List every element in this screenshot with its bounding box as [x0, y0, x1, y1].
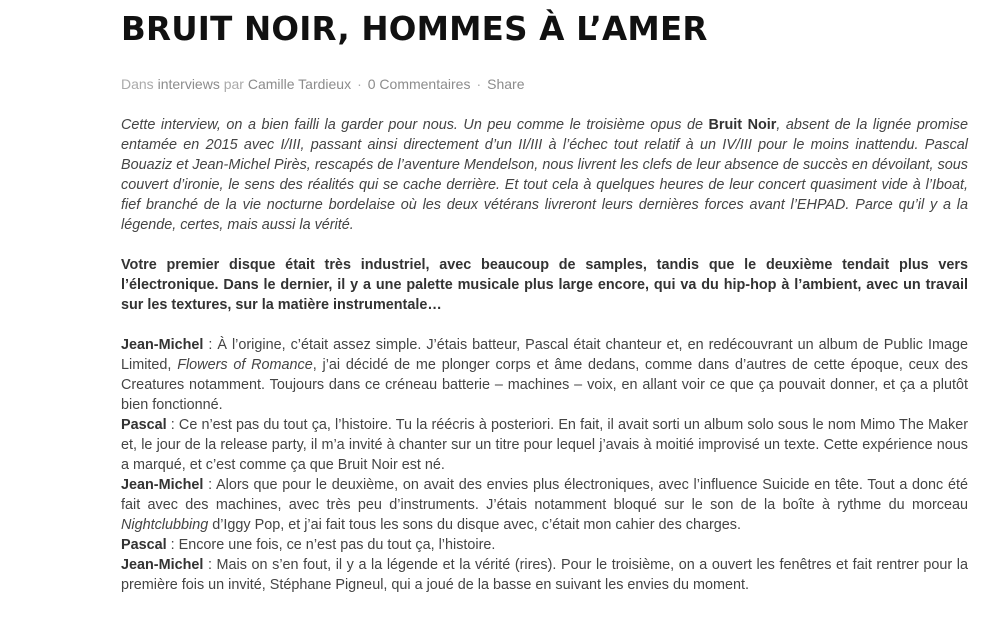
song-title: Nightclubbing	[121, 517, 209, 533]
share-link[interactable]: Share	[487, 76, 525, 92]
post-meta	[121, 76, 524, 92]
answer-paragraph: Jean-Michel : Mais on s’en fout, il y a la légende et la vérité (rires). Pour le troisième, on a ouvert les fenêtres et fait rentrer pour la première fois un invité, Stéphane Pigneul, qui a joué de la basse en suivant les envies du moment.	[121, 557, 968, 593]
meta-in-label: Dans	[121, 76, 154, 92]
band-name: Bruit Noir	[708, 117, 777, 133]
album-title: Flowers of Romance	[177, 357, 313, 373]
meta-by-label: par	[223, 76, 244, 92]
answer-paragraph: Jean-Michel : Alors que pour le deuxième, on avait des envies plus électroniques, avec l’influence Suicide en tête. Tout a donc été fait avec des machines, avec très peu d’instruments. J’étais notamment bloqué sur le son de la boîte à rythme du morceau Nightclubbing d’Iggy Pop, et j’ai fait tous les sons du disque avec, c’était mon cahier des charges.	[121, 477, 968, 533]
meta-separator: ·	[357, 76, 362, 92]
speaker-name: Jean-Michel	[121, 337, 204, 353]
answer-paragraph: Jean-Michel : À l’origine, c’était assez simple. J’étais batteur, Pascal était chanteur et, en redécouvrant un album de Public Image Limited, Flowers of Romance, j’ai décidé de me plonger corps et âme dedans, comme dans d’autres de cette époque, ceux des Creatures notamment. Toujours dans ce créneau batterie – machines – voix, en allant voir ce que ça pouvait donner, et ça a plutôt bien fonctionné.	[121, 337, 969, 413]
speaker-name: Jean-Michel	[121, 477, 204, 493]
answer-paragraph: Pascal : Ce n’est pas du tout ça, l’histoire. Tu la réécris à posteriori. En fait, il avait sorti un album solo sous le nom Mimo The Maker et, le jour de la release party, il m’a invité à chanter sur un titre pour lequel j’avais à moitié improvisé un texte. Cette expérience nous a marqué, et c’est comme ça que Bruit Noir est né.	[121, 417, 968, 473]
intro-paragraph: Cette interview, on a bien failli la garder pour nous. Un peu comme le troisième opus de Bruit Noir, absent de la lignée promise entamée en 2015 avec I/III, passant ainsi directement d’un II/III à l’échec tout relatif à un IV/III pour le moins inattendu. Pascal Bouaziz et Jean-Michel Pirès, rescapés de l’aventure Mendelson, nous livrent les clefs de leur absence de succès en dévoilant, sous couvert d’ironie, le sens des réalités qui se cache derrière. Et tout cela à quelques heures de leur concert quasiment vide à l’Iboat, fief branché de la vie nocturne bordelaise où les deux vétérans livreront leurs dernières forces avant l’EHPAD. Parce qu’il y a la légende, certes, mais aussi la vérité.	[121, 117, 968, 233]
speaker-name: Pascal	[121, 417, 167, 433]
article-body	[121, 115, 968, 595]
interview-answers	[121, 335, 968, 595]
speaker-name: Jean-Michel	[121, 557, 204, 573]
author-link[interactable]: Camille Tardieux	[247, 76, 352, 92]
interview-question: Votre premier disque était très industriel, avec beaucoup de samples, tandis que le deuxième tendait plus vers l’électronique. Dans le dernier, il y a une palette musicale plus large encore, qui va du hip-hop à l’ambient, avec un travail sur les textures, sur la matière instrumentale…	[121, 257, 968, 313]
article-title: BRUIT NOIR, HOMMES À L’AMER	[121, 10, 708, 48]
speaker-name: Pascal	[121, 537, 167, 553]
answer-paragraph: Pascal : Encore une fois, ce n’est pas du tout ça, l’histoire.	[121, 537, 496, 553]
meta-separator: ·	[476, 76, 482, 92]
comments-link[interactable]: 0 Commentaires	[367, 76, 471, 92]
category-link[interactable]: interviews	[157, 76, 220, 92]
